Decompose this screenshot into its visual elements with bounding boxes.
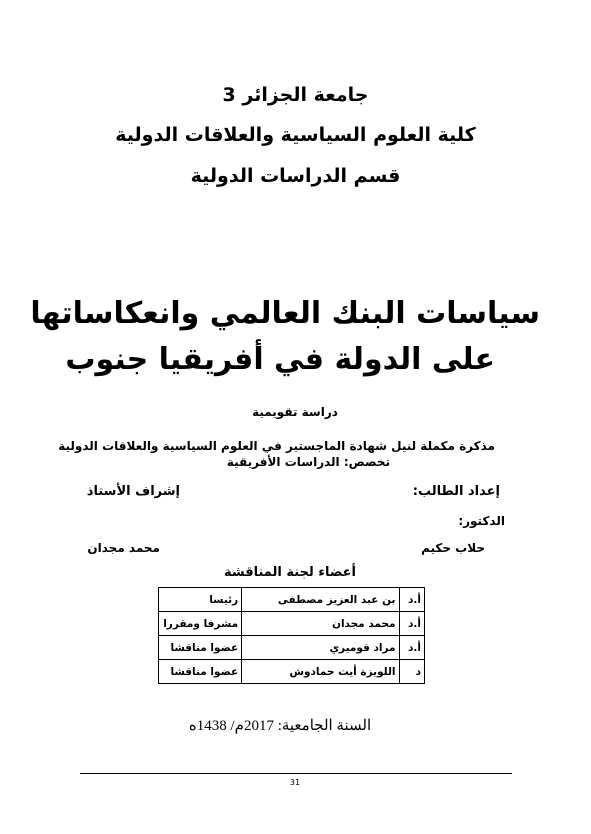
table-row [159,636,425,660]
member-degree: أ.د [399,588,424,612]
member-role: عضوا مناقشا [159,636,242,660]
university-name: جامعة الجزائر 3 [222,84,369,106]
member-name: محمد مجدان [242,612,399,636]
member-role: مشرفا ومقررا [159,612,242,636]
footer-divider [80,773,512,774]
thesis-title-line-1: سياسات البنك العالمي وانعكاساتها [30,296,540,331]
study-type: دراسة تقويمية [252,405,338,419]
prepared-by-label: إعداد الطالب: [412,484,500,499]
member-degree: أ.د [399,612,424,636]
member-name: مراد قوميري [242,636,399,660]
member-degree: أ.د [399,636,424,660]
table-row [159,660,425,684]
academic-year: السنة الجامعية: 2017م/ 1438ه [188,718,372,734]
member-role: رئيسا [159,588,242,612]
member-name: بن عبد العزيز مصطفى [242,588,399,612]
student-name: حلاب حكيم [421,541,485,555]
faculty-name: كلية العلوم السياسية والعلاقات الدولية [115,124,476,146]
supervisor-label: إشراف الأستاذ [86,484,180,499]
thesis-title-line-2: على الدولة في أفريقيا جنوب [65,342,495,377]
department-name: قسم الدراسات الدولية [190,165,401,187]
supervisor-name: محمد مجدان [87,541,160,555]
member-name: اللويزة أيت حمادوش [242,660,399,684]
thesis-note: مذكرة مكملة لنيل شهادة الماجستير في العلوم السياسية والعلاقات الدولية [58,439,495,453]
specialization: تخصص: الدراسات الأفريقية [226,455,390,469]
committee-table [158,587,425,684]
committee-title: أعضاء لجنة المناقشة [223,565,357,580]
member-role: عضوا مناقشا [159,660,242,684]
table-row [159,612,425,636]
member-degree: د [399,660,424,684]
page-number: 31 [289,778,301,787]
table-row [159,588,425,612]
doctor-label: الدكتور: [458,514,505,528]
